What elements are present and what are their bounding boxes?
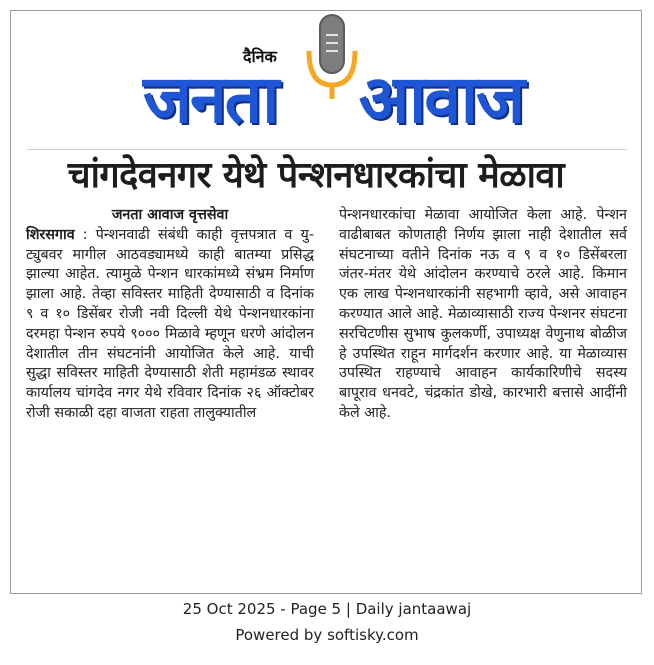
article-left-text: : पेन्शनवाढी संबंधी काही वृत्तपत्रात व यु-ट्युबवर मागील आठवड्यामध्ये काही बातम्या प्रसिद्ध झाल्या आहेत. त्यामुळे पेन्शन धारकांमध्ये संभ्रम निर्माण झाला आहे. तेव्हा सविस्तर माहिती देण्यासाठी व दिनांक ९ व १० डिसेंबर रोजी नवी दिल्ली येथे पेन्शनधारकांना दरमहा पेन्शन रुपये ९००० मिळावे म्हणून धरणे आंदोलन देशातील तीन संघटनांनी आयोजित केले आहे. याची सुद्धा सविस्तर माहिती देण्यासाठी शेती महामंडळ स्थावर कार्यालय चांगदेव नगर येथे रविवार दिनांक २६ ऑक्टोबर रोजी सकाळी दहा वाजता राहता तालुक्यातील xyxy=(26,226,314,421)
article-dateline: शिरसगाव xyxy=(26,226,75,243)
article-byline: जनता आवाज वृत्तसेवा xyxy=(111,207,229,223)
article-column-right xyxy=(339,206,627,424)
brand-word-2: आवाज xyxy=(358,61,523,138)
footer-date-line: 25 Oct 2025 - Page 5 | Daily jantaawaj xyxy=(182,600,472,618)
article-right-text: पेन्शनधारकांचा मेळावा आयोजित केला आहे. पेन्शन वाढीबाबत कोणताही निर्णय झाला नाही देशातील सर्व संघटनाच्या वतीने दिनांक नऊ व ९ व १० डिसेंबरला जंतर-मंतर येथे आंदोलन करण्याचे ठरले आहे. किमान एक लाख पेन्शनधारकांनी सहभागी व्हावे, असे आवाहन करण्यात आले आहे. मेळाव्यासाठी राज्य पेन्शनर संघटना सरचिटणीस सुभाष कुलकर्णी, उपाध्यक्ष वेणुनाथ बोळीज हे उपस्थित राहून मार्गदर्शन करणार आहे. या मेळाव्यास उपस्थित राहण्याचे आवाहन कार्यकारिणीचे सदस्य बापूराव धनवटे, चंद्रकांत डोखे, कारभारी बत्तासे आदींनी केले आहे. xyxy=(339,207,627,421)
article-column-left xyxy=(26,206,314,424)
masthead xyxy=(11,11,643,153)
footer-powered-by: Powered by softisky.com xyxy=(235,626,419,644)
masthead-brand xyxy=(143,55,523,139)
article-paragraph-left xyxy=(26,226,314,424)
article-headline: चांगदेवनगर येथे पेन्शनधारकांचा मेळावा xyxy=(67,155,565,196)
brand-word-1: जनता xyxy=(143,61,278,138)
masthead-daily-label: दैनिक xyxy=(243,47,277,66)
